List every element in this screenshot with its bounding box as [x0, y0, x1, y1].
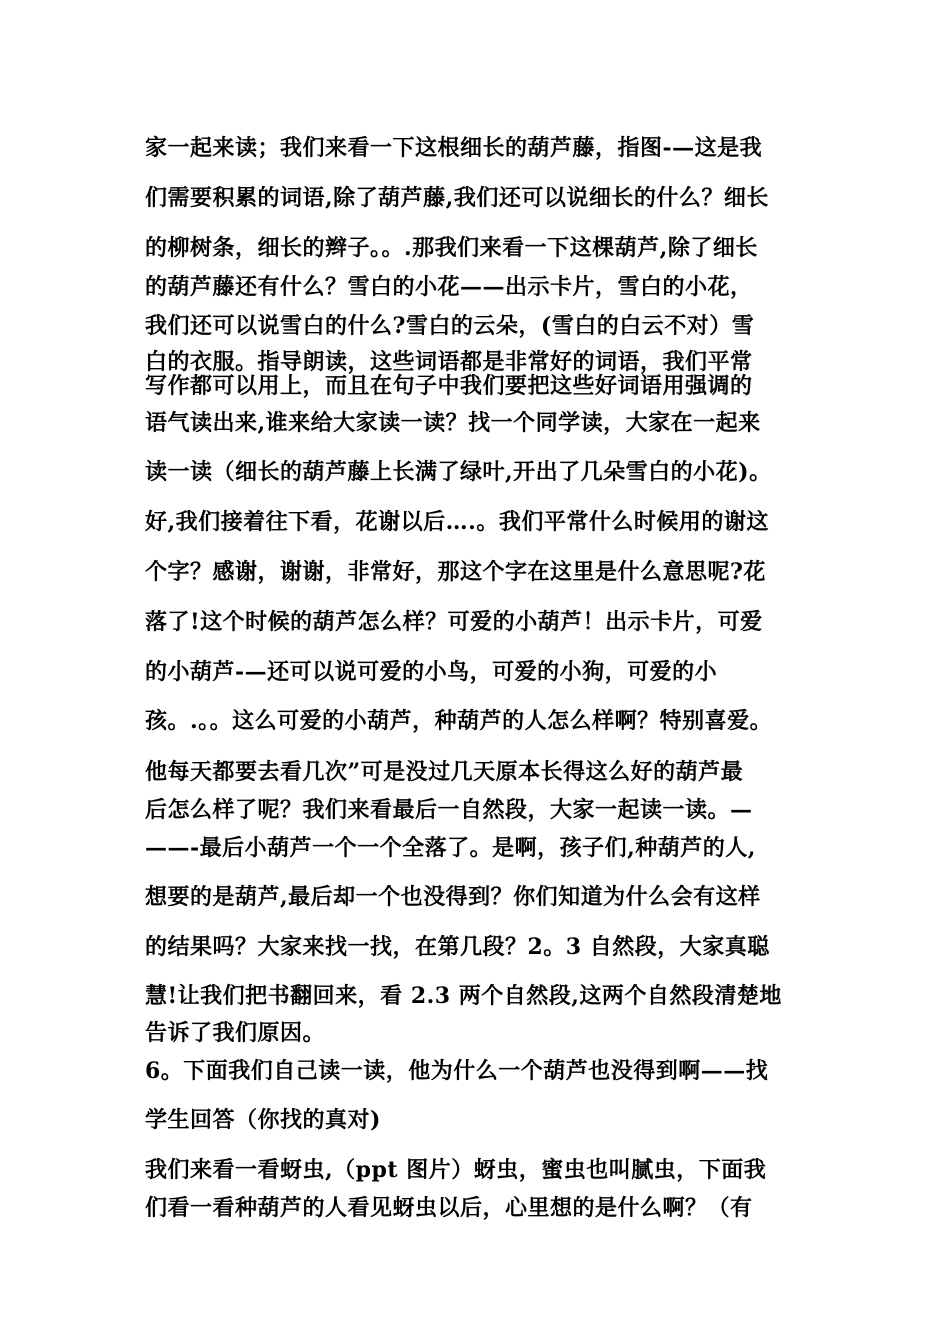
text-line: 想要的是葫芦,最后却一个也没得到？你们知道为什么会有这样: [145, 884, 761, 910]
text-line: 学生回答（你找的真对): [145, 1107, 381, 1133]
text-line: 的柳树条，细长的辫子。。.那我们来看一下这棵葫芦,除了细长: [145, 235, 758, 261]
text-line: 好,我们接着往下看，花谢以后….。我们平常什么时候用的谢这: [145, 509, 769, 535]
text-line: 后怎么样了呢？我们来看最后一自然段，大家一起读一读。—: [145, 797, 753, 823]
text-line: 孩。.。。这么可爱的小葫芦，种葫芦的人怎么样啊？特别喜爱。: [145, 708, 773, 734]
text-line: 落了!这个时候的葫芦怎么样？可爱的小葫芦！出示卡片，可爱: [145, 609, 763, 635]
text-line: 们看一看种葫芦的人看见蚜虫以后，心里想的是什么啊？（有: [145, 1195, 753, 1221]
text-line: 我们还可以说雪白的什么?雪白的云朵，(雪白的白云不对）雪: [145, 313, 755, 339]
text-line: 慧!让我们把书翻回来，看 2.3 两个自然段,这两个自然段清楚地: [145, 983, 782, 1009]
text-line: 我们来看一看蚜虫,（ppt 图片）蚜虫，蜜虫也叫腻虫，下面我: [145, 1157, 767, 1183]
text-line: 的结果吗？大家来找一找，在第几段？2。3 自然段，大家真聪: [145, 934, 770, 960]
text-line: 们需要积累的词语,除了葫芦藤,我们还可以说细长的什么？细长: [145, 185, 769, 211]
text-line: 家一起来读；我们来看一下这根细长的葫芦藤，指图-—这是我: [145, 135, 763, 161]
text-line: 个字？感谢，谢谢，非常好，那这个字在这里是什么意思呢?花: [145, 559, 766, 585]
text-line: ——-最后小葫芦一个一个全落了。是啊，孩子们,种葫芦的人,: [145, 835, 756, 861]
text-line: 的葫芦藤还有什么？雪白的小花——出示卡片，雪白的小花，: [145, 274, 753, 300]
text-line: 写作都可以用上，而且在句子中我们要把这些好词语用强调的: [145, 373, 753, 399]
text-line: 语气读出来,谁来给大家读一读？找一个同学读，大家在一起来: [145, 410, 761, 436]
text-line: 6。下面我们自己读一读，他为什么一个葫芦也没得到啊——找: [145, 1058, 769, 1084]
text-line: 告诉了我们原因。: [145, 1020, 326, 1046]
text-line: 的小葫芦-—还可以说可爱的小鸟，可爱的小狗，可爱的小: [145, 659, 718, 685]
text-line: 读一读（细长的葫芦藤上长满了绿叶,开出了几朵雪白的小花)。: [145, 459, 772, 485]
text-line: 白的衣服。指导朗读，这些词语都是非常好的词语，我们平常: [145, 349, 753, 375]
text-line: 他每天都要去看几次”可是没过几天原本长得这么好的葫芦最: [145, 759, 744, 785]
